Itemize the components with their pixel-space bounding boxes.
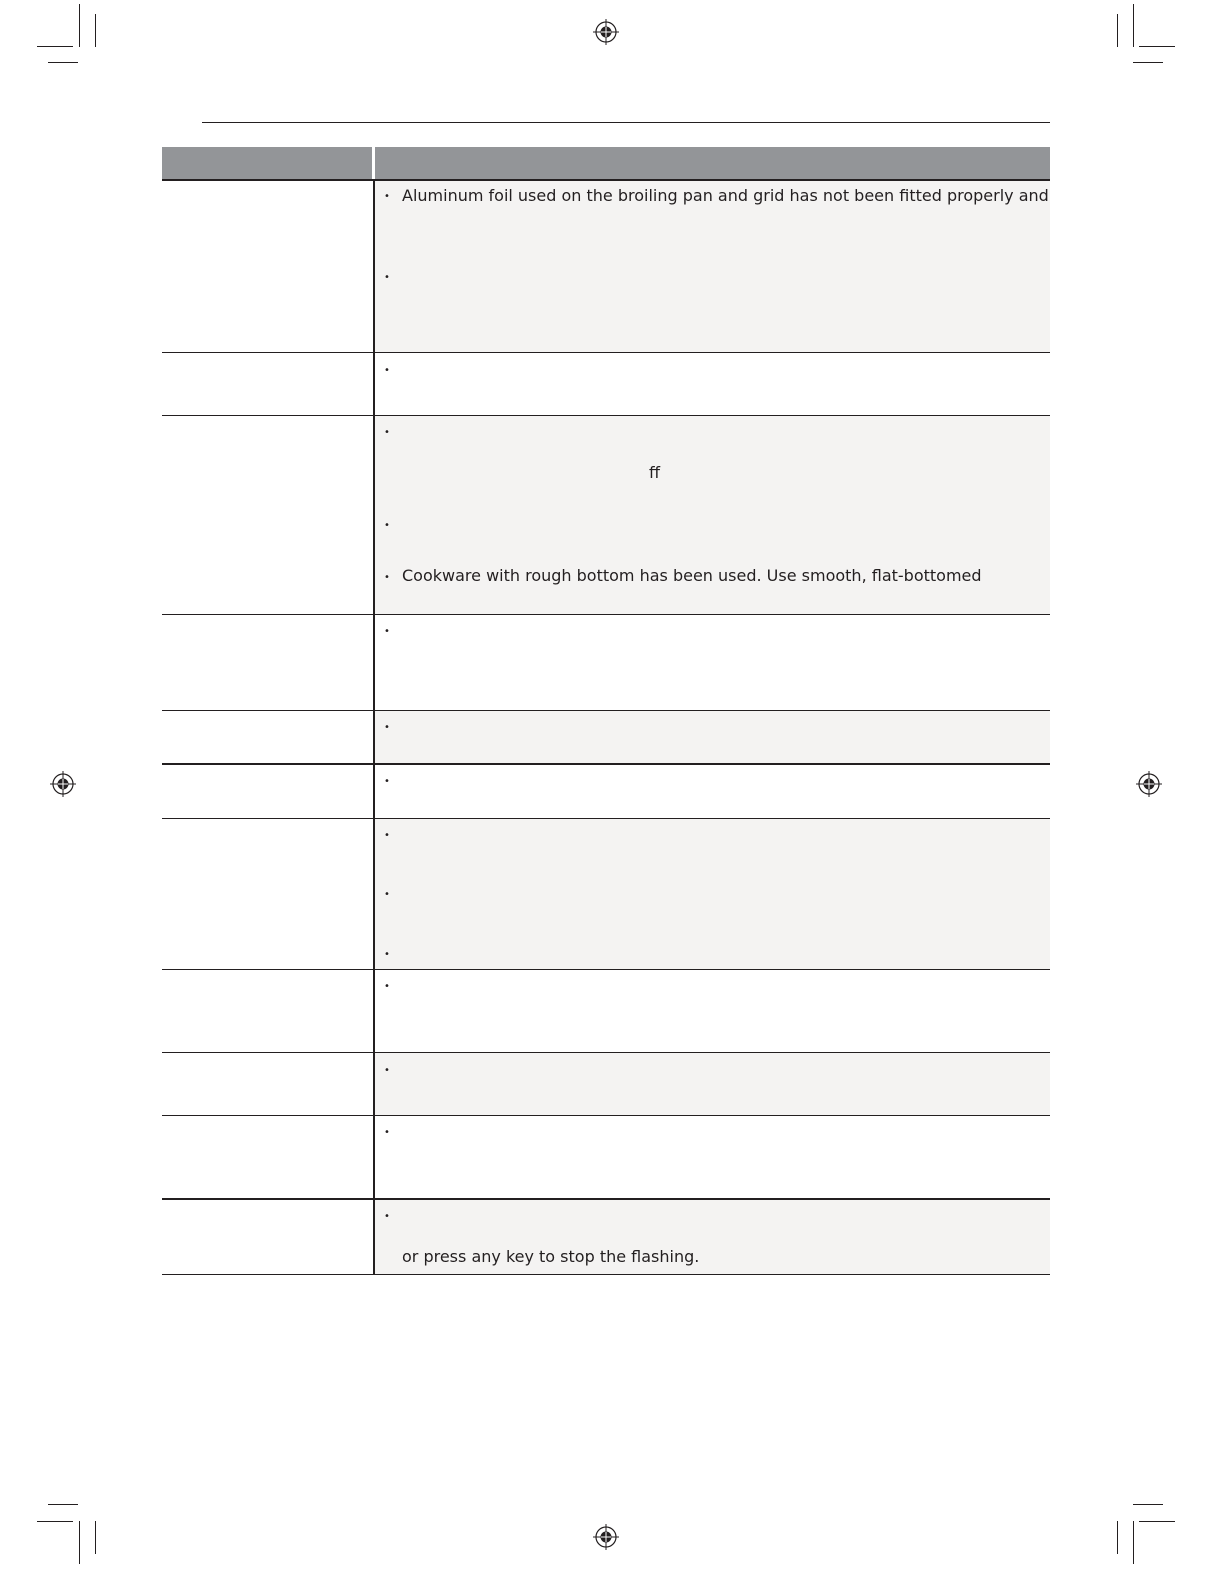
bullet: • [384, 949, 390, 960]
crop-mark [37, 46, 73, 47]
row-shade [375, 711, 1050, 765]
crop-mark [95, 14, 96, 47]
bullet: • [384, 722, 390, 733]
table-row [162, 765, 1050, 819]
table-row [162, 615, 1050, 711]
table-row [162, 970, 1050, 1053]
crop-mark [1117, 14, 1118, 47]
crop-mark [1133, 1504, 1163, 1505]
solution-text: ff [649, 463, 661, 482]
bullet: • [384, 520, 390, 531]
crop-mark [37, 1521, 73, 1522]
column-divider [373, 180, 375, 1274]
crop-mark [95, 1521, 96, 1554]
registration-mark-icon [593, 19, 619, 45]
crop-mark [79, 1521, 80, 1564]
table-row [162, 711, 1050, 765]
bullet: • [384, 572, 390, 583]
crop-mark [1133, 1521, 1134, 1564]
bullet: • [384, 272, 390, 283]
header-rule [202, 122, 1050, 123]
bullet: • [384, 365, 390, 376]
row-rule [162, 1274, 1050, 1275]
bullet: • [384, 776, 390, 787]
crop-mark [79, 4, 80, 47]
crop-mark [1139, 1521, 1175, 1522]
table-header [162, 147, 1050, 180]
row-shade [375, 819, 1050, 970]
crop-mark [1117, 1521, 1118, 1554]
crop-mark [1133, 4, 1134, 47]
bullet: • [384, 191, 390, 202]
table-row [162, 181, 1050, 353]
bullet: • [384, 626, 390, 637]
table-row [162, 1053, 1050, 1116]
registration-mark-icon [593, 1524, 619, 1550]
bullet: • [384, 1211, 390, 1222]
table-row [162, 1116, 1050, 1200]
solution-text: or press any key to stop the flashing. [402, 1247, 700, 1266]
registration-mark-icon [1136, 771, 1162, 797]
row-shade [375, 181, 1050, 353]
crop-mark [1139, 46, 1175, 47]
solution-text: Aluminum foil used on the broiling pan and grid has not been fitted properly and [402, 186, 1049, 205]
bullet: • [384, 1127, 390, 1138]
crop-mark [48, 62, 78, 63]
crop-mark [1133, 62, 1163, 63]
row-shade [375, 1053, 1050, 1116]
header-column-divider [372, 147, 375, 180]
bullet: • [384, 1065, 390, 1076]
crop-mark [48, 1504, 78, 1505]
bullet: • [384, 981, 390, 992]
bullet: • [384, 889, 390, 900]
solution-text: Cookware with rough bottom has been used. Use smooth, flat-bottomed [402, 566, 982, 585]
table-row [162, 353, 1050, 416]
bullet: • [384, 427, 390, 438]
table-row [162, 819, 1050, 970]
registration-mark-icon [50, 771, 76, 797]
bullet: • [384, 830, 390, 841]
